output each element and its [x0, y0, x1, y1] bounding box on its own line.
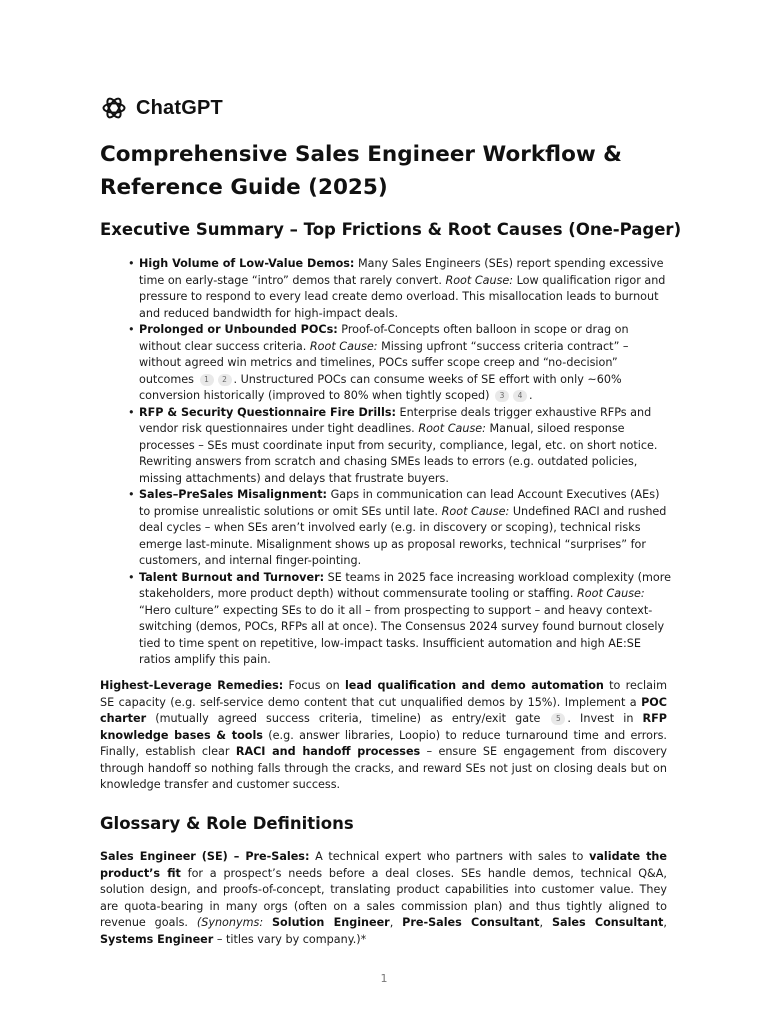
emphasis-text: lead qualification and demo automation — [344, 679, 604, 692]
citation-badge[interactable]: 1 — [200, 374, 214, 386]
citation-badge[interactable]: 3 — [495, 390, 509, 402]
root-cause-label: Root Cause: — [309, 339, 378, 353]
bullet-text: . Unstructured POCs can consume weeks of SE effort with only ~60% conversion historically (improved to 80% when tightly scoped) — [139, 372, 622, 402]
bullet-text: “Hero culture” expecting SEs to do it all – from prospecting to support – and heavy context-switching (demos, POCs, RFPs all at once). The Consensus 2024 survey found burnout closely tied to time spent on repetitive, low-impact tasks. Insufficient automation and high AE:SE ratios amplify this pain. — [139, 603, 665, 666]
synonyms-label: (Synonyms: — [196, 916, 264, 929]
glossary-term: Sales Engineer (SE) – Pre-Sales: — [100, 850, 310, 863]
remedies-paragraph — [100, 678, 667, 794]
logo-text: ChatGPT — [136, 96, 223, 119]
citation-badge[interactable]: 2 — [218, 374, 232, 386]
paragraph-text: (mutually agreed success criteria, timeline) as entry/exit gate — [146, 712, 541, 725]
list-item — [128, 570, 673, 669]
paragraph-text: – titles vary by company.)* — [213, 932, 367, 946]
bullet-text: Gaps in communication can lead Account Executives (AEs) to promise unrealistic solutions or omit SEs until late. — [139, 488, 660, 518]
bullet-label: High Volume of Low-Value Demos: — [139, 257, 355, 270]
bullet-text: Enterprise deals trigger exhaustive RFPs and vendor risk questionnaires under tight deadlines. — [139, 405, 652, 435]
bullet-label: Prolonged or Unbounded POCs: — [139, 323, 338, 336]
root-cause-label: Root Cause: — [418, 422, 486, 435]
bullet-label: RFP & Security Questionnaire Fire Drills: — [139, 405, 396, 419]
synonym-term: Sales Consultant — [551, 916, 664, 929]
paragraph-text: Focus on — [283, 679, 345, 692]
separator: , — [663, 916, 667, 929]
glossary-heading: Glossary & Role Definitions — [100, 814, 354, 833]
paragraph-text: . Invest in — [567, 712, 643, 725]
emphasis-text: RACI and handoff processes — [235, 745, 421, 758]
root-cause-label: Root Cause: — [441, 504, 510, 518]
bullet-text: Proof-of-Concepts often balloon in scope or drag on without clear success criteria. — [139, 323, 629, 353]
separator: , — [539, 916, 552, 929]
list-item — [128, 487, 673, 570]
bullet-text: Missing upfront “success criteria contract” – without agreed win metrics and timelines, POCs suffer scope creep and “no-decision” outcomes — [139, 339, 629, 386]
synonym-term: Systems Engineer — [100, 932, 214, 946]
paragraph-text: for a prospect’s needs before a deal closes. SEs handle demos, technical Q&A, solution design, and proofs-of-concept, translating product capabilities into customer value. They are quota-bearing in many orgs (often on a sales commission plan) and thus tightly aligned to revenue goals. — [100, 866, 667, 929]
citation-badge[interactable]: 5 — [551, 713, 565, 725]
bullet-label: Sales–PreSales Misalignment: — [139, 488, 328, 501]
paragraph-text — [263, 916, 272, 929]
paragraph-text: A technical expert who partners with sales to — [309, 850, 590, 863]
emphasis-text: POC charter — [100, 695, 667, 725]
bullet-text: Undefined RACI and rushed deal cycles – when SEs aren’t involved early (e.g. in discovery or scoping), technical risks emerge last-minute. Misalignment shows up as proposal reworks, technical “surprises” for customers, and internal finger-pointing. — [139, 504, 667, 567]
synonym-term: Pre-Sales Consultant — [402, 916, 540, 929]
brand-logo — [100, 94, 223, 122]
openai-knot-icon — [100, 94, 128, 122]
page-number: 1 — [380, 972, 388, 985]
list-item — [128, 405, 673, 488]
paragraph-text: to reclaim SE capacity (e.g. self-service demo content that cut unqualified demos by 15%). Implement a — [100, 679, 668, 709]
bullet-text: Manual, siloed response processes – SEs must coordinate input from security, compliance, legal, etc. on short notice. Rewriting answers from scratch and chasing SMEs leads to errors (e.g. outdated policies, missing attachments) and delays that frustrate buyers. — [139, 422, 658, 485]
bullet-label: Talent Burnout and Turnover: — [139, 570, 325, 584]
root-cause-label: Root Cause: — [577, 587, 645, 600]
paragraph-text: (e.g. answer libraries, Loopio) to reduce turnaround time and errors. Finally, establish clear — [100, 728, 667, 758]
bullet-text: Many Sales Engineers (SEs) report spending excessive time on early-stage “intro” demos that rarely convert. — [139, 257, 664, 287]
emphasis-text: validate the product’s fit — [100, 850, 667, 880]
friction-list — [128, 256, 673, 669]
list-item — [128, 256, 673, 322]
citation-badge[interactable]: 4 — [513, 390, 527, 402]
list-item — [128, 322, 673, 405]
bullet-text: Low qualification rigor and pressure to respond to every lead create demo overload. This misallocation leads to burnout and reduced bandwidth for high-impact deals. — [139, 273, 666, 320]
executive-summary-heading: Executive Summary – Top Frictions & Root Causes (One-Pager) — [100, 220, 682, 239]
bullet-text: . — [529, 389, 533, 402]
root-cause-label: Root Cause: — [445, 273, 514, 287]
bullet-text: SE teams in 2025 face increasing workload complexity (more stakeholders, more product depth) without commensurate tooling or staffing. — [139, 570, 672, 600]
separator: , — [389, 916, 403, 929]
synonym-term: Solution Engineer — [272, 916, 390, 929]
paragraph-text: – ensure SE engagement from discovery through handoff so nothing falls through the cracks, and reward SEs not just on closing deals but on knowledge transfer and customer success. — [100, 745, 668, 791]
document-title: Comprehensive Sales Engineer Workflow & Reference Guide (2025) — [100, 142, 622, 200]
remedies-label: Highest-Leverage Remedies: — [100, 679, 284, 692]
emphasis-text: RFP knowledge bases & tools — [100, 712, 667, 742]
glossary-entry — [100, 849, 667, 948]
